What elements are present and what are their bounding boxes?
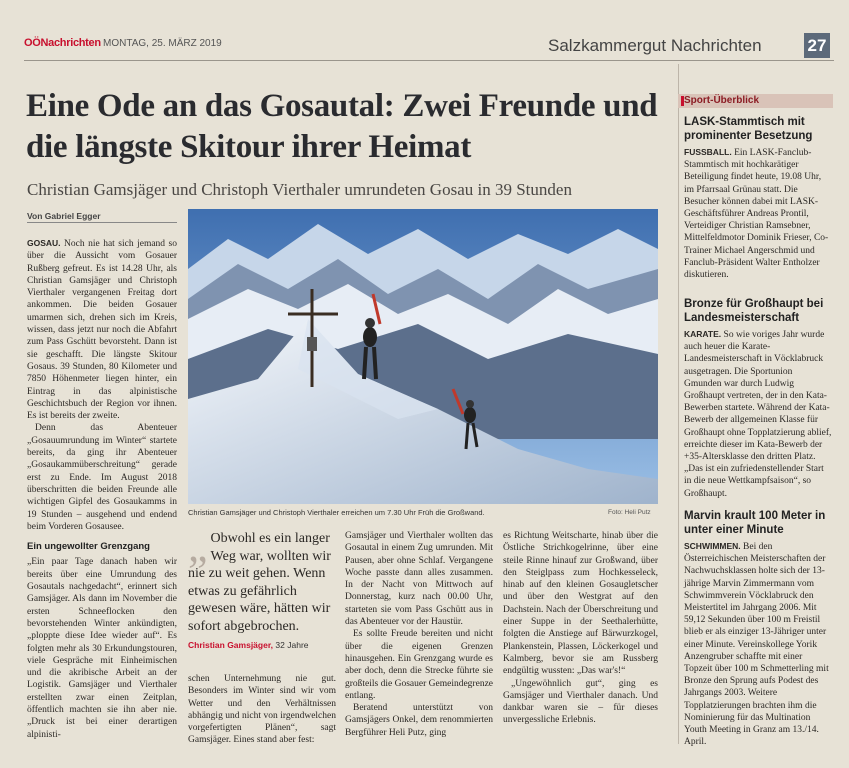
- photo-credit: Foto: Heli Putz: [608, 509, 651, 516]
- sidebar-title: Sport-Überblick: [684, 95, 760, 106]
- sport-keyword: FUSSBALL.: [684, 147, 732, 157]
- article-headline: Eine Ode an das Gosautal: Zwei Freunde und die längste Skitour ihrer Heimat: [26, 88, 658, 165]
- article-paragraph: [27, 237, 177, 422]
- sport-keyword: KARATE.: [684, 329, 722, 339]
- article-subheadline: Christian Gamsjäger und Christoph Vierthaler umrundeten Gosau in 39 Stunden: [27, 180, 572, 199]
- article-paragraph: schen Unternehmung nie gut. Besonders im Winter sind wir vom Wetter und den Verhältnissen abhängig und nicht von irgendwelchen vorgefertigten Plänen“, sagt Gamsjäger. Eines stand aber fest:: [188, 674, 336, 746]
- article-paragraph: Es sollte Freude bereiten und nicht über die eigenen Grenzen hinausgehen. Ein Grenzgang wurde es aber doch, denn die Strecke führte sie großteils die Gosauer Gemeindegrenze entlang.: [345, 629, 493, 701]
- sidebar-item-swimming: [684, 510, 832, 748]
- sidebar-body: So wie voriges Jahr wurde auch heuer die Karate-Landesmeisterschaft in Vöcklabruck ausgetragen. Die Sportunion Gmunden war durch Ludwig Großhaupt vertreten, der in den Kata-Bewerben startete. Während der Kata-Bewerb der allgemeinen Klasse für Großhaupt ohne Topplatzierung ablief, erreichte dieser im Kata-Bewerb der +35-Altersklasse den dritten Platz. „Das ist ein zufriedenstellender Start in die neue Wettkampfsaison“, so Großhaupt.: [684, 330, 832, 499]
- author-divider: [27, 222, 177, 223]
- quote-person-age: 32 Jahre: [275, 640, 309, 650]
- section-title: Salzkammergut Nachrichten: [548, 36, 762, 55]
- mountain-photo-illustration: [188, 209, 658, 504]
- sidebar-item-text: [684, 328, 832, 500]
- article-column-1: [27, 237, 177, 741]
- article-paragraph: Denn das Abenteuer „Gosauumrundung im Winter“ startete bereits, da ging ihr Abenteuer „Gosaukammüberschreitung“ gerade erst zu Ende. Im August 2018 überschritten die beiden Freunde alle wichtigen Gipfel des Gosaukamms in 19 Stunden – ausgehend und endend beim Vorderen Gosausee.: [27, 423, 177, 532]
- sidebar-body: Bei den Österreichischen Meisterschaften der Nachwuchsklassen holte sich der 13-jährige Marvin Zimmermann vom Schwimmverein Vöcklabruck den Meistertitel im Jahrgang 2006. Mit 59,12 Sekunden über 100 m Freistil blieb er als einziger 13-Jähriger unter einer Minute. Vereinskollege Yorik Anzengruber schaffte mit einer Topzeit über 100 m Schmetterling mit Bronze den Sprung aufs Podest des Jahrgangs 2003. Weitere Topplatzierungen brachten ihm die Nominierung für das Multination Youth Meeting in Granz am 13./14. April.: [684, 542, 829, 748]
- dateline: GOSAU.: [27, 238, 61, 248]
- paragraph-text: Noch nie hat sich jemand so über die Aussicht vom Gosauer Rußberg gefreut. Es ist 14.28 Uhr, als Christian Gamsjäger und Christoph Vierthaler vergangenen Freitag dort ankommen. Die beiden Gosauer umarmen sich, drehen sich im Kreis, wissen, dass jetzt nur noch die Abfahrt zum Pass Gschütt bevorsteht. Dann ist sie geschafft. Die längste Skitour Gosaus. 39 Stunden, 80 Kilometer und 7850 Höhenmeter liegen hinter, ein Eintrag in das alpinistische Geschichtsbuch der Region vor ihnen. Es ist bereits der zweite.: [27, 239, 177, 422]
- newspaper-logo: OÖNachrichten: [24, 37, 101, 49]
- article-author: Von Gabriel Egger: [27, 211, 101, 221]
- article-column-3: [345, 530, 493, 739]
- sidebar-item-text: [684, 146, 832, 281]
- sidebar-item-text: [684, 540, 832, 748]
- pull-quote: [188, 522, 336, 650]
- article-paragraph: es Richtung Weitscharte, hinab über die Östliche Strichkogelrinne, über eine steile Rinne hinauf zur Großwand, über den Steiglpass zum Hochkesseleck, hinab auf den kleinen Gosaugletscher und über den Westgrat auf den Dachstein. Nach der Überschreitung und einer Suppe in der Seethalerhütte, folgten die Anstiege auf Bärwurzkogel, Plankenstein, Plassen, Löckerkogel und Kalmberg, bevor sie am Russberg endgültig wussten: „Das war's!“: [503, 531, 658, 677]
- quote-mark-icon: „: [188, 522, 208, 571]
- photo-caption: Christian Gamsjäger und Christoph Vierthaler erreichen um 7.30 Uhr Früh die Großwand.: [188, 508, 485, 517]
- sidebar-divider: [678, 64, 679, 744]
- article-photo: [188, 209, 658, 504]
- sidebar-item-title: LASK-Stammtisch mit prominenter Besetzung: [684, 116, 813, 142]
- article-paragraph: Gamsjäger und Vierthaler wollten das Gosautal in einem Zug umrunden. Mit Pausen, aber ohne Schlaf. Vergangene Woche passte dann alles zusammen. In der Nacht von Mittwoch auf Donnerstag, kurz nach 00.00 Uhr, starteten sie vom Pass Gschütt aus in das Abenteuer vor der Haustür.: [345, 531, 493, 628]
- article-paragraph: Beratend unterstützt von Gamsjägers Onkel, dem renommierten Bergführer Heli Putz, ging: [345, 703, 493, 738]
- pull-quote-source: [188, 640, 336, 650]
- quote-person: Christian Gamsjäger,: [188, 640, 274, 650]
- sidebar-item-title: Bronze für Großhaupt bei Landesmeisterschaft: [684, 298, 824, 324]
- pull-quote-text: Obwohl es ein langer Weg war, wollten wir nie zu weit gehen. Wenn etwas zu gefährlich gewesen wäre, hätten wir sofort abgebrochen.: [188, 531, 331, 634]
- sidebar-item-football: [684, 116, 832, 281]
- article-paragraph: „Ein paar Tage danach haben wir bereits über eine Umrundung des Gosautals nachgedacht“, erinnert sich Gamsjäger. Als dann im November die ersten Schneeflocken den bevorstehenden Winter ankündigten, „ploppte diese Idee wieder auf“. Es folgten mehr als 30 Erkundungstouren, viele Gespräche mit Einheimischen und die akribische Arbeit an der Logistik. Gamsjäger und Vierthaler erstellten zwar einen Zeitplan, öffentlich machten sie ihn aber nie. „Druck ist bei einer derartigen alpinisti-: [27, 557, 177, 740]
- sidebar-item-title: Marvin krault 100 Meter in unter einer Minute: [684, 510, 826, 536]
- article-paragraph: „Ungewöhnlich gut“, ging es Gamsjäger und Vierthaler danach. Und dankbar waren sie – für dieses unvergessliche Erlebnis.: [503, 678, 658, 726]
- issue-date: MONTAG, 25. MÄRZ 2019: [103, 38, 222, 49]
- header-divider: [24, 60, 834, 61]
- sidebar-item-karate: [684, 298, 832, 500]
- article-column-4: [503, 530, 658, 727]
- sport-keyword: SCHWIMMEN.: [684, 541, 741, 551]
- page-number: 27: [804, 33, 830, 58]
- article-column-2: [188, 673, 336, 747]
- sidebar-body: Ein LASK-Fanclub-Stammtisch mit hochkarätiger Beteiligung findet heute, 19.08 Uhr, im Pfarrsaal Grünau statt. Die Besucher können dabei mit LASK-Geschäftsführer Andreas Prontil, Verteidiger Christian Ramsebner, Mittelfeldmotor Dominik Frieser, Co-Trainer Michael Angerschmid und Fanclub-Präsident Walter Entholzer diskutieren.: [684, 148, 829, 281]
- article-subheading: Ein ungewollter Grenzgang: [27, 541, 150, 553]
